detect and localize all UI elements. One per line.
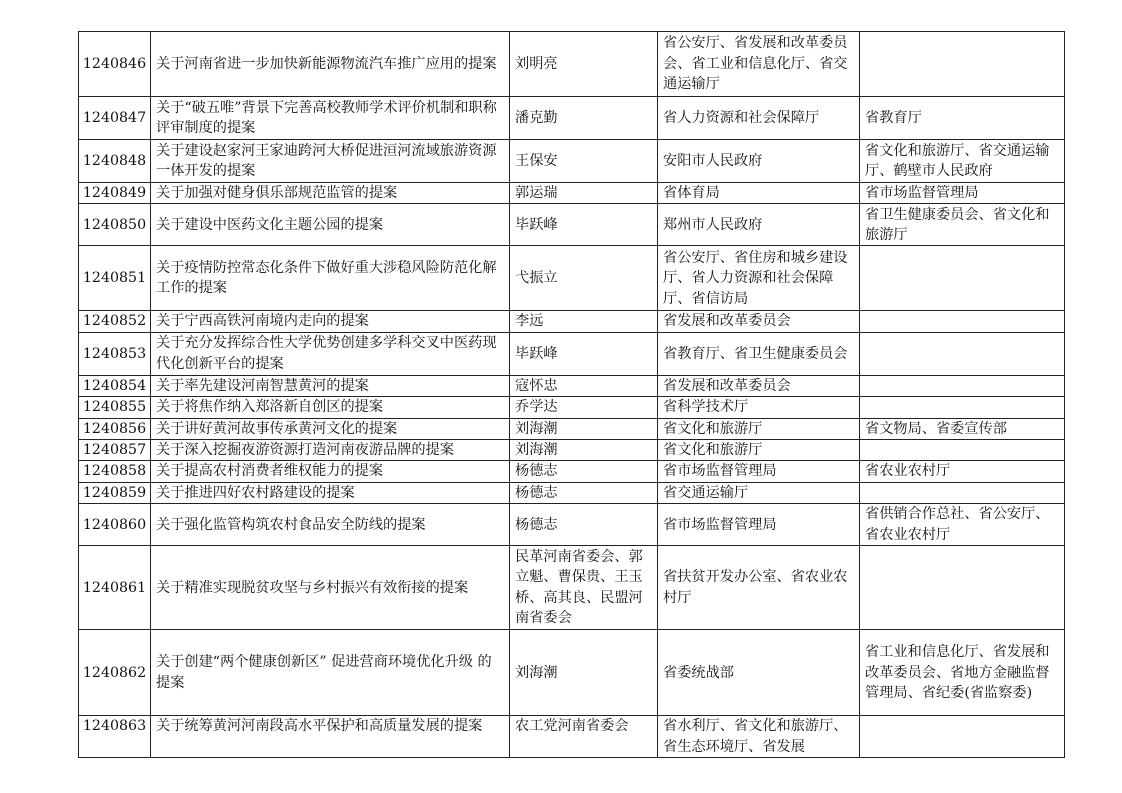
- co-unit-cell: [860, 716, 1065, 758]
- proposal-id-cell: 1240863: [79, 716, 151, 758]
- proposal-id-cell: 1240850: [79, 204, 151, 246]
- proposal-id-cell: 1240854: [79, 375, 151, 396]
- lead-unit-cell: 省教育厅、省卫生健康委员会: [658, 332, 860, 375]
- co-unit-cell: [860, 311, 1065, 332]
- proposer-cell: 民革河南省委会、郭立魁、曹保贵、王玉桥、高其良、民盟河南省委会: [510, 546, 658, 630]
- proposal-id-cell: 1240852: [79, 311, 151, 332]
- proposer-cell: 弋振立: [510, 246, 658, 311]
- proposal-title-cell: 关于疫情防控常态化条件下做好重大涉稳风险防范化解工作的提案: [151, 246, 510, 311]
- proposal-id-cell: 1240853: [79, 332, 151, 375]
- co-unit-cell: [860, 246, 1065, 311]
- co-unit-cell: [860, 32, 1065, 97]
- proposer-cell: 刘海潮: [510, 418, 658, 439]
- proposal-title-cell: 关于“破五唯”背景下完善高校教师学术评价机制和职称评审制度的提案: [151, 97, 510, 140]
- proposal-title-cell: 关于河南省进一步加快新能源物流汽车推广应用的提案: [151, 32, 510, 97]
- co-unit-cell: 省教育厅: [860, 97, 1065, 140]
- proposer-cell: 李远: [510, 311, 658, 332]
- table-row: [79, 204, 1065, 246]
- proposal-title-cell: 关于深入挖掘夜游资源打造河南夜游品牌的提案: [151, 440, 510, 461]
- lead-unit-cell: 省公安厅、省发展和改革委员会、省工业和信息化厅、省交通运输厅: [658, 32, 860, 97]
- proposal-table-body: [79, 32, 1065, 758]
- proposer-cell: 毕跃峰: [510, 332, 658, 375]
- lead-unit-cell: 省公安厅、省住房和城乡建设厅、省人力资源和社会保障厅、省信访局: [658, 246, 860, 311]
- proposal-id-cell: 1240861: [79, 546, 151, 630]
- lead-unit-cell: 省发展和改革委员会: [658, 375, 860, 396]
- table-row: [79, 630, 1065, 716]
- proposer-cell: 毕跃峰: [510, 204, 658, 246]
- proposer-cell: 潘克勤: [510, 97, 658, 140]
- proposal-title-cell: 关于宁西高铁河南境内走向的提案: [151, 311, 510, 332]
- proposal-title-cell: 关于加强对健身俱乐部规范监管的提案: [151, 183, 510, 204]
- proposal-id-cell: 1240859: [79, 482, 151, 503]
- proposer-cell: 郭运瑞: [510, 183, 658, 204]
- lead-unit-cell: 省科学技术厅: [658, 397, 860, 418]
- proposal-id-cell: 1240849: [79, 183, 151, 204]
- table-row: [79, 461, 1065, 482]
- co-unit-cell: 省农业农村厅: [860, 461, 1065, 482]
- co-unit-cell: 省供销合作总社、省公安厅、省农业农村厅: [860, 504, 1065, 546]
- lead-unit-cell: 省委统战部: [658, 630, 860, 716]
- proposal-id-cell: 1240860: [79, 504, 151, 546]
- lead-unit-cell: 省市场监督管理局: [658, 461, 860, 482]
- proposal-id-cell: 1240855: [79, 397, 151, 418]
- proposer-cell: 杨德志: [510, 461, 658, 482]
- proposal-id-cell: 1240847: [79, 97, 151, 140]
- proposal-title-cell: 关于提高农村消费者维权能力的提案: [151, 461, 510, 482]
- co-unit-cell: 省文化和旅游厅、省交通运输厅、鹤壁市人民政府: [860, 140, 1065, 183]
- table-row: [79, 397, 1065, 418]
- co-unit-cell: [860, 482, 1065, 503]
- lead-unit-cell: 省水利厅、省文化和旅游厅、省生态环境厅、省发展: [658, 716, 860, 758]
- proposer-cell: 乔学达: [510, 397, 658, 418]
- co-unit-cell: 省市场监督管理局: [860, 183, 1065, 204]
- table-row: [79, 482, 1065, 503]
- proposer-cell: 刘海潮: [510, 440, 658, 461]
- proposal-title-cell: 关于精准实现脱贫攻坚与乡村振兴有效衔接的提案: [151, 546, 510, 630]
- table-row: [79, 440, 1065, 461]
- co-unit-cell: [860, 546, 1065, 630]
- co-unit-cell: [860, 375, 1065, 396]
- lead-unit-cell: 省人力资源和社会保障厅: [658, 97, 860, 140]
- lead-unit-cell: 安阳市人民政府: [658, 140, 860, 183]
- co-unit-cell: 省卫生健康委员会、省文化和旅游厅: [860, 204, 1065, 246]
- proposal-title-cell: 关于率先建设河南智慧黄河的提案: [151, 375, 510, 396]
- lead-unit-cell: 省扶贫开发办公室、省农业农村厅: [658, 546, 860, 630]
- co-unit-cell: [860, 332, 1065, 375]
- table-row: [79, 332, 1065, 375]
- proposer-cell: 杨德志: [510, 482, 658, 503]
- lead-unit-cell: 省文化和旅游厅: [658, 440, 860, 461]
- proposal-table: [78, 31, 1065, 758]
- proposal-id-cell: 1240851: [79, 246, 151, 311]
- proposal-title-cell: 关于将焦作纳入郑洛新自创区的提案: [151, 397, 510, 418]
- lead-unit-cell: 郑州市人民政府: [658, 204, 860, 246]
- proposer-cell: 农工党河南省委会: [510, 716, 658, 758]
- table-row: [79, 183, 1065, 204]
- proposal-title-cell: 关于建设中医药文化主题公园的提案: [151, 204, 510, 246]
- proposal-title-cell: 关于建设赵家河王家迪跨河大桥促进洹河流域旅游资源一体开发的提案: [151, 140, 510, 183]
- proposal-title-cell: 关于充分发挥综合性大学优势创建多学科交叉中医药现代化创新平台的提案: [151, 332, 510, 375]
- table-row: [79, 311, 1065, 332]
- proposer-cell: 王保安: [510, 140, 658, 183]
- co-unit-cell: [860, 397, 1065, 418]
- proposer-cell: 刘明亮: [510, 32, 658, 97]
- table-row: [79, 716, 1065, 758]
- lead-unit-cell: 省发展和改革委员会: [658, 311, 860, 332]
- lead-unit-cell: 省市场监督管理局: [658, 504, 860, 546]
- table-row: [79, 246, 1065, 311]
- table-row: [79, 375, 1065, 396]
- lead-unit-cell: 省交通运输厅: [658, 482, 860, 503]
- proposal-id-cell: 1240848: [79, 140, 151, 183]
- proposal-id-cell: 1240856: [79, 418, 151, 439]
- lead-unit-cell: 省文化和旅游厅: [658, 418, 860, 439]
- co-unit-cell: 省文物局、省委宣传部: [860, 418, 1065, 439]
- table-row: [79, 140, 1065, 183]
- proposal-title-cell: 关于创建“两个健康创新区” 促进营商环境优化升级 的提案: [151, 630, 510, 716]
- proposal-title-cell: 关于统筹黄河河南段高水平保护和高质量发展的提案: [151, 716, 510, 758]
- table-row: [79, 546, 1065, 630]
- proposal-title-cell: 关于讲好黄河故事传承黄河文化的提案: [151, 418, 510, 439]
- proposal-id-cell: 1240846: [79, 32, 151, 97]
- table-row: [79, 32, 1065, 97]
- proposal-title-cell: 关于推进四好农村路建设的提案: [151, 482, 510, 503]
- proposer-cell: 杨德志: [510, 504, 658, 546]
- proposal-id-cell: 1240857: [79, 440, 151, 461]
- proposal-id-cell: 1240862: [79, 630, 151, 716]
- table-row: [79, 504, 1065, 546]
- proposal-id-cell: 1240858: [79, 461, 151, 482]
- proposal-title-cell: 关于强化监管构筑农村食品安全防线的提案: [151, 504, 510, 546]
- co-unit-cell: [860, 440, 1065, 461]
- table-row: [79, 97, 1065, 140]
- table-row: [79, 418, 1065, 439]
- co-unit-cell: 省工业和信息化厅、省发展和改革委员会、省地方金融监督管理局、省纪委(省监察委): [860, 630, 1065, 716]
- lead-unit-cell: 省体育局: [658, 183, 860, 204]
- proposer-cell: 寇怀忠: [510, 375, 658, 396]
- proposer-cell: 刘海潮: [510, 630, 658, 716]
